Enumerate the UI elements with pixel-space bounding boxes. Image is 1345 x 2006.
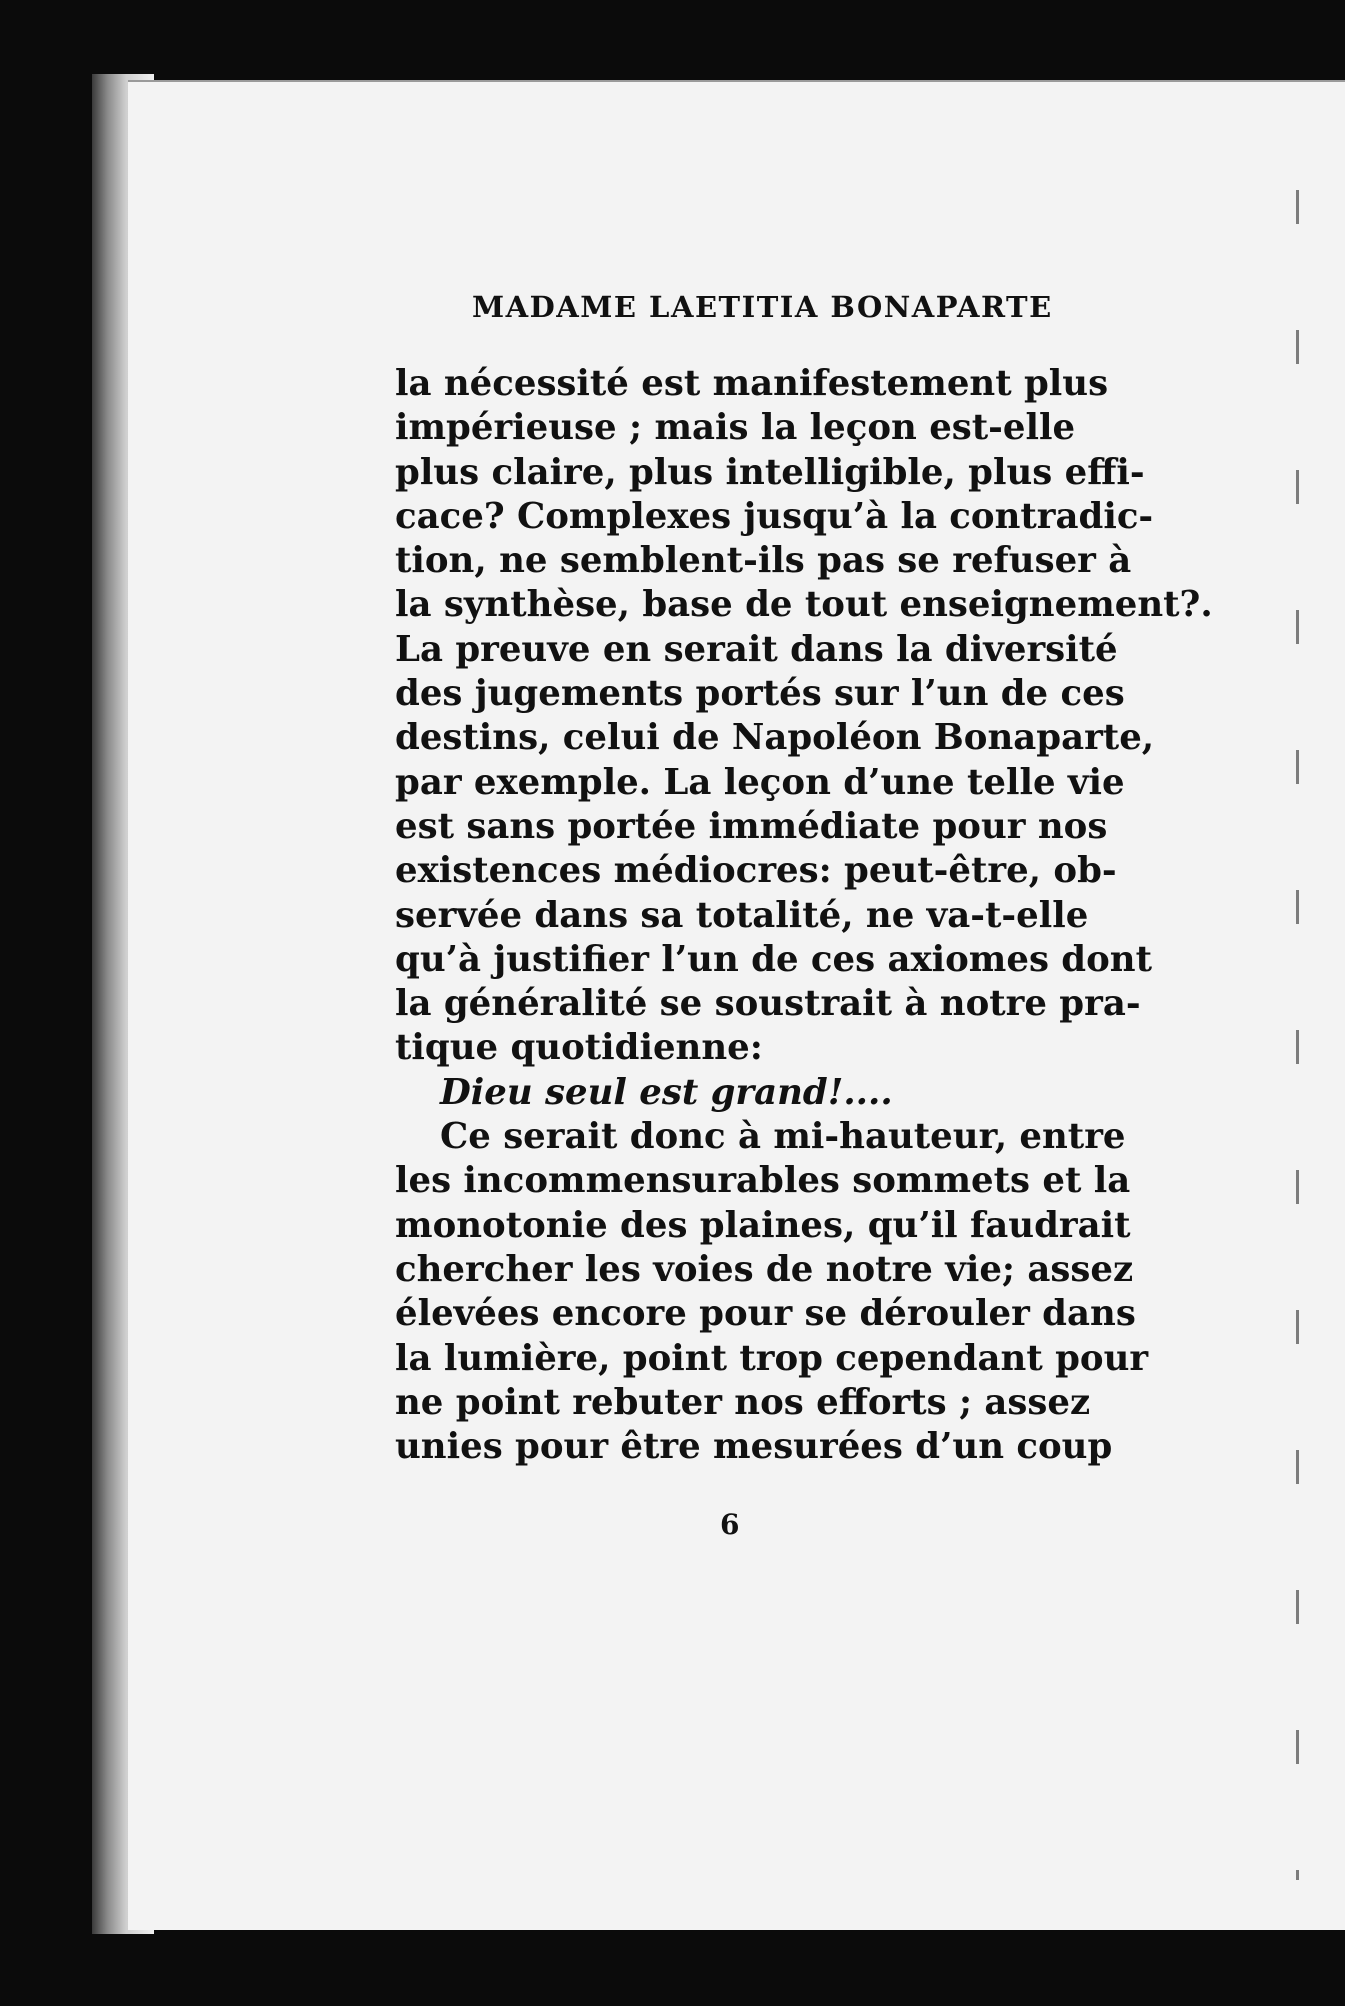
text-line: La preuve en serait dans la diversité	[395, 628, 1118, 670]
text-line: unies pour être mesurées d’un coup	[395, 1426, 1113, 1468]
text-line: destins, celui de Napoléon Bonaparte,	[395, 717, 1155, 759]
text-line: la nécessité est manifestement plus	[395, 363, 1109, 404]
text-line: cace? Complexes jusqu’à la contradic-	[395, 495, 1154, 537]
facing-page-edge	[1296, 190, 1299, 1880]
text-line: est sans portée immédiate pour nos	[395, 805, 1108, 847]
text-line: la synthèse, base de tout enseignement?.	[395, 584, 1213, 626]
page-number: 6	[720, 1508, 740, 1541]
text-line: les incommensurables sommets et la	[395, 1160, 1131, 1202]
text-line: tion, ne semblent-ils pas se refuser à	[395, 540, 1132, 582]
text-line: par exemple. La leçon d’une telle vie	[395, 761, 1125, 803]
quotation-line: Dieu seul est grand!....	[440, 1071, 893, 1113]
running-head: MADAME LAETITIA BONAPARTE	[472, 290, 1053, 324]
text-line: qu’à justifier l’un de ces axiomes dont	[395, 938, 1153, 980]
text-line: plus claire, plus intelligible, plus effi-	[395, 451, 1145, 493]
text-line: chercher les voies de notre vie; assez	[395, 1248, 1134, 1290]
text-line: élevées encore pour se dérouler dans	[395, 1293, 1136, 1335]
text-line: monotonie des plaines, qu’il faudrait	[395, 1204, 1131, 1246]
text-line: impérieuse ; mais la leçon est-elle	[395, 407, 1076, 449]
text-line: la généralité se soustrait à notre pra-	[395, 983, 1141, 1025]
text-line: existences médiocres: peut-être, ob-	[395, 850, 1117, 892]
text-line: des jugements portés sur l’un de ces	[395, 673, 1125, 715]
text-line: ne point rebuter nos efforts ; assez	[395, 1381, 1091, 1423]
text-line: servée dans sa totalité, ne va-t-elle	[395, 894, 1089, 936]
text-line: la lumière, point trop cependant pour	[395, 1337, 1149, 1379]
paragraph-first-line: Ce serait donc à mi-hauteur, entre	[440, 1116, 1126, 1158]
body-text	[395, 362, 1213, 1469]
text-line: tique quotidienne:	[395, 1027, 763, 1069]
